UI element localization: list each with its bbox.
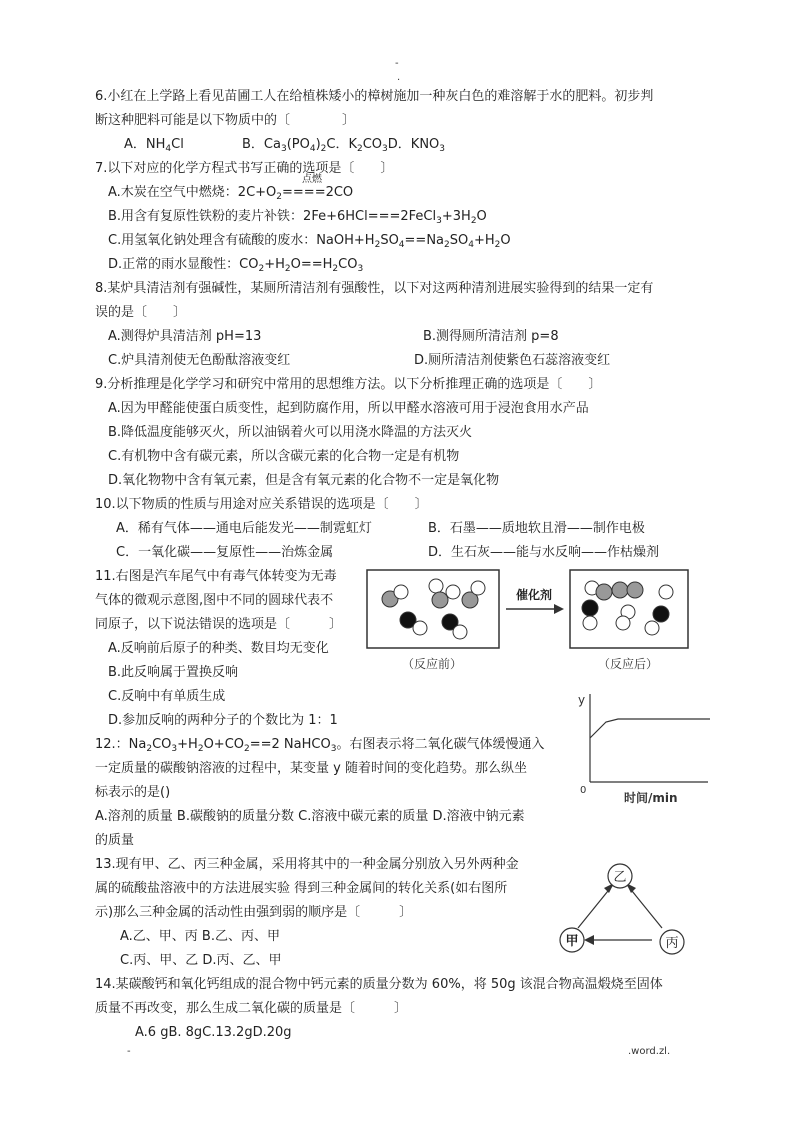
q8-option-d: D.厕所清洁剂使紫色石蕊溶液变红 — [414, 353, 611, 368]
atom-white — [583, 616, 597, 630]
q13-line3: 示)那么三种金属的活动性由强到弱的顺序是〔 〕 — [95, 905, 413, 920]
q7-option-a: A.木炭在空气中燃烧：$2C+O_2====2CO$ — [108, 185, 354, 202]
node-jia-label: 甲 — [565, 934, 579, 949]
q11-line3: 同原子，以下说法错误的选项是〔 〕 — [95, 617, 343, 632]
atom-white — [659, 585, 673, 599]
q9-option-a: A.因为甲醛能使蛋白质变性，起到防腐作用，所以甲醛水溶液可用于浸泡食用水产品 — [108, 401, 589, 416]
atom-black — [582, 600, 598, 616]
q7-option-c: C.用氢氧化钠处理含有硫酸的废水：$NaOH+H_2SO_4==Na_2SO_4+H_2O$ — [108, 233, 511, 250]
atom-white — [616, 616, 630, 630]
q11-option-d: D.参加反响的两种分子的个数比为 1：1 — [108, 713, 338, 728]
node-yi-label: 乙 — [613, 870, 627, 885]
q10-option-d: D．生石灰——能与水反响——作枯燥剂 — [428, 545, 660, 560]
q11-reaction-diagram — [366, 566, 702, 680]
arrowhead-to-left — [584, 935, 594, 945]
q11-line2: 气体的微观示意图,图中不同的圆球代表不 — [95, 593, 334, 608]
graph-origin-label: 0 — [580, 785, 587, 796]
graph-curve — [590, 719, 710, 738]
q6-option-d: D．$KNO_3$ — [387, 137, 446, 154]
q6-option-a: A．$NH_4Cl$ — [124, 137, 184, 154]
q9-option-b: B.降低温度能够灭火，所以油锅着火可以用浇水降温的方法灭火 — [108, 425, 473, 440]
q10-option-a: A．稀有气体——通电后能发光——制霓虹灯 — [116, 521, 372, 536]
q9-option-d: D.氧化物物中含有氧元素，但是含有氧元素的化合物不一定是氧化物 — [108, 473, 500, 488]
q8-line1: 8.某炉具清洁剂有强碱性，某厕所清洁剂有强酸性，以下对这两种清剂进展实验得到的结果一定有 — [95, 281, 654, 296]
footer-left-mark: - — [127, 1046, 131, 1057]
atom-white — [429, 579, 443, 593]
after-label: （反应后） — [597, 657, 659, 671]
q12-line4: A.溶剂的质量 B.碳酸钠的质量分数 C.溶液中碳元素的质量 D.溶液中钠元素 — [95, 809, 525, 824]
q13-conversion-diagram — [552, 858, 692, 958]
q9-option-c: C.有机物中含有碳元素，所以含碳元素的化合物一定是有机物 — [108, 449, 460, 464]
atom-black — [653, 606, 669, 622]
q13-options-2: C.丙、甲、乙 D.丙、乙、甲 — [120, 953, 282, 968]
q10-option-c: C．一氧化碳——复原性——治炼金属 — [116, 545, 334, 560]
q11-line1: 11.右图是汽车尾气中有毒气体转变为无毒 — [95, 569, 337, 584]
header-mark: - — [395, 58, 399, 69]
q8-line2: 误的是〔 〕 — [95, 305, 187, 320]
q8-option-a: A.测得炉具清洁剂 pH=13 — [108, 329, 262, 344]
atom-white — [446, 585, 460, 599]
q7-option-b: B.用含有复原性铁粉的麦片补铁：$2Fe+6HCl===2FeCl_3+3H_2O$ — [108, 209, 487, 226]
q11-option-c: C.反响中有单质生成 — [108, 689, 226, 704]
q8-option-b: B.测得厕所清洁剂 p=8 — [423, 329, 559, 344]
q8-option-c: C.炉具清剂使无色酚酞溶液变红 — [108, 353, 291, 368]
q12-graph — [574, 686, 714, 808]
atom-grey — [596, 584, 612, 600]
node-bing-label: 丙 — [665, 936, 679, 951]
before-label: （反应前） — [401, 657, 463, 671]
q6-option-b: B．$Ca_3(PO_4)_2$ — [241, 137, 327, 154]
q11-option-a: A.反响前后原子的种类、数目均无变化 — [108, 641, 329, 656]
atom-grey — [612, 582, 628, 598]
reaction-arrowhead — [554, 604, 564, 614]
q13-line2: 属的硫酸盐溶液中的方法进展实验 得到三种金属间的转化关系(如右图所 — [95, 881, 508, 896]
atom-white — [471, 581, 485, 595]
header-dot: . — [397, 72, 401, 83]
graph-y-label: y — [578, 693, 586, 707]
q7-condition: 点燃 — [302, 174, 322, 185]
q6-line2: 断这种肥料可能是以下物质中的〔 〕 — [95, 113, 356, 128]
graph-x-label: 时间/min — [624, 791, 678, 805]
q11-option-b: B.此反响属于置换反响 — [108, 665, 239, 680]
edge-right — [628, 886, 662, 928]
q14-options: A.6 gB. 8gC.13.2gD.20g — [135, 1025, 292, 1040]
q12-line5: 的质量 — [95, 833, 135, 848]
catalyst-label: 催化剂 — [515, 588, 553, 602]
atom-grey — [432, 592, 448, 608]
atom-white — [413, 621, 427, 635]
q9-stem: 9.分析推理是化学学习和研究中常用的思想维方法。以下分析推理正确的选项是〔 〕 — [95, 377, 602, 392]
q10-stem: 10.以下物质的性质与用途对应关系错误的选项是〔 〕 — [95, 497, 428, 512]
atom-white — [645, 621, 659, 635]
q7-stem: 7.以下对应的化学方程式书写正确的选项是〔 〕 — [95, 161, 394, 176]
q14-line1: 14.某碳酸钙和氧化钙组成的混合物中钙元素的质量分数为 60%，将 50g 该混合物高温煅烧至固体 — [95, 977, 663, 992]
atom-white — [394, 585, 408, 599]
q14-line2: 质量不再改变，那么生成二氧化碳的质量是〔 〕 — [95, 1001, 408, 1016]
footer-watermark: .word.zl. — [628, 1046, 671, 1057]
q7-option-d: D.正常的雨水显酸性：$CO_2+H_2O==H_2CO_3$ — [108, 257, 364, 274]
q12-line2: 一定质量的碳酸钠溶液的过程中，某变量 y 随着时间的变化趋势。那么纵坐 — [95, 761, 527, 776]
q6-line1: 6.小红在上学路上看见苗圃工人在给植株矮小的樟树施加一种灰白色的难溶解于水的肥料。初步判 — [95, 89, 654, 104]
edge-left — [578, 886, 612, 928]
q10-option-b: B．石墨——质地软且滑——制作电极 — [428, 521, 645, 536]
q12-line3: 标表示的是() — [95, 785, 171, 800]
q12-line1: 12.：$Na_2CO_3+H_2O+CO_2==2$ NaHCO$_3$。右图表示将二氧化碳气体缓慢通入 — [95, 737, 545, 754]
atom-white — [453, 625, 467, 639]
atom-grey — [627, 582, 643, 598]
q6-option-c: C．$K_2CO_3$ — [326, 137, 388, 154]
q13-line1: 13.现有甲、乙、丙三种金属，采用将其中的一种金属分别放入另外两种金 — [95, 857, 519, 872]
q13-options-1: A.乙、甲、丙 B.乙、丙、甲 — [120, 929, 280, 944]
q6-options — [124, 136, 445, 158]
